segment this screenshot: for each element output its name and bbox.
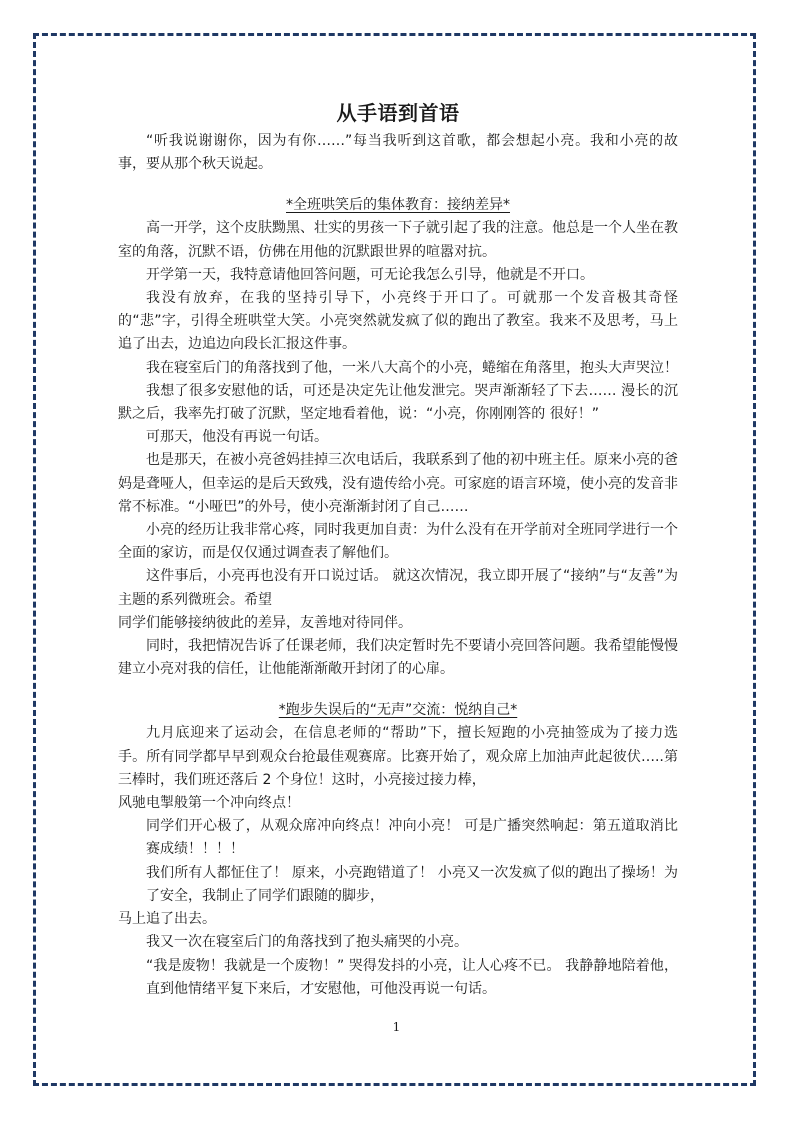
paragraph: 可那天，他没有再说一句话。 [146,429,328,446]
paragraph: 同时，我把情况告诉了任课老师，我们决定暂时先不要请小亮回答问题。我希望能慢慢建立小亮对我的信任，让他能渐渐敞开封闭了的心扉。 [118,638,678,678]
paragraph: 同学们开心极了，从观众席冲向终点！冲向小亮！ 可是广播突然响起：第五道取消比赛成绩！！！！ [146,818,678,858]
paragraph: 我们所有人都怔住了！ 原来，小亮跑错道了！ 小亮又一次发疯了似的跑出了操场！为了安全，我制止了同学们跟随的脚步， [146,864,678,904]
page-number: 1 [392,1020,401,1034]
section-heading-2-text: *跑步失误后的“无声”交流：悦纳自己* [278,702,518,719]
paragraph: 我没有放弃，在我的坚持引导下，小亮终于开口了。可就那一个发音极其奇怪的“悲”字，引得全班哄堂大笑。小亮突然就发疯了似的跑出了教室。我来不及思考，马上追了出去，边追边向段长汇报这件事。 [118,290,678,353]
paragraph: 也是那天，在被小亮爸妈挂掉三次电话后，我联系到了他的初中班主任。原来小亮的爸妈是聋哑人，但幸运的是后天致残，没有遗传给小亮。可家庭的语言环境，使小亮的发音非常不标准。“小哑巴”的外号，使小亮渐渐封闭了自己…… [118,452,678,515]
section-heading-2 [118,699,678,722]
intro-paragraph: “听我说谢谢你，因为有你……”每当我听到这首歌，都会想起小亮。我和小亮的故事，要从那个秋天说起。 [118,133,678,173]
paragraph: 这件事后，小亮再也没有开口说过话。 就这次情况，我立即开展了“接纳”与“友善”为主题的系列微班会。希望 [118,568,678,608]
document-body [118,98,678,1001]
paragraph: 九月底迎来了运动会，在信息老师的“帮助”下，擅长短跑的小亮抽签成为了接力选手。所有同学都早早到观众台抢最佳观赛席。比赛开始了，观众席上加油声此起彼伏…..第三棒时，我们班还落后 2 个身位！这时，小亮接过接力棒， [118,725,678,788]
paragraph: “我是废物！我就是一个废物！” 哭得发抖的小亮，让人心疼不已。 我静静地陪着他，直到他情绪平复下来后，才安慰他，可他没再说一句话。 [146,957,678,997]
section-heading-1-text: *全班哄笑后的集体教育：接纳差异* [286,197,510,214]
paragraph: 我在寝室后门的角落找到了他，一米八大高个的小亮，蜷缩在角落里，抱头大声哭泣！ [146,359,678,376]
section-heading-1 [118,194,678,217]
paragraph: 开学第一天，我特意请他回答问题，可无论我怎么引导，他就是不开口。 [146,266,594,283]
paragraph: 我又一次在寝室后门的角落找到了抱头痛哭的小亮。 [146,934,468,951]
paragraph: 我想了很多安慰他的话，可还是决定先让他发泄完。哭声渐渐轻了下去…… 漫长的沉默之后，我率先打破了沉默，坚定地看着他，说：“小亮，你刚刚答的 很好！” [118,382,678,423]
paragraph-continuation: 马上追了出去。 [118,911,216,928]
paragraph-continuation: 同学们能够接纳彼此的差异，友善地对待同伴。 [118,614,412,631]
paragraph: 高一开学，这个皮肤黝黑、壮实的男孩一下子就引起了我的注意。他总是一个人坐在教室的角落，沉默不语，仿佛在用他的沉默跟世界的喧嚣对抗。 [118,220,678,260]
document-title: 从手语到首语 [336,101,460,125]
paragraph-continuation: 风驰电掣般第一个冲向终点！ [118,795,300,812]
paragraph: 小亮的经历让我非常心疼，同时我更加自责：为什么没有在开学前对全班同学进行一个全面的家访，而是仅仅通过调查表了解他们。 [118,522,678,562]
